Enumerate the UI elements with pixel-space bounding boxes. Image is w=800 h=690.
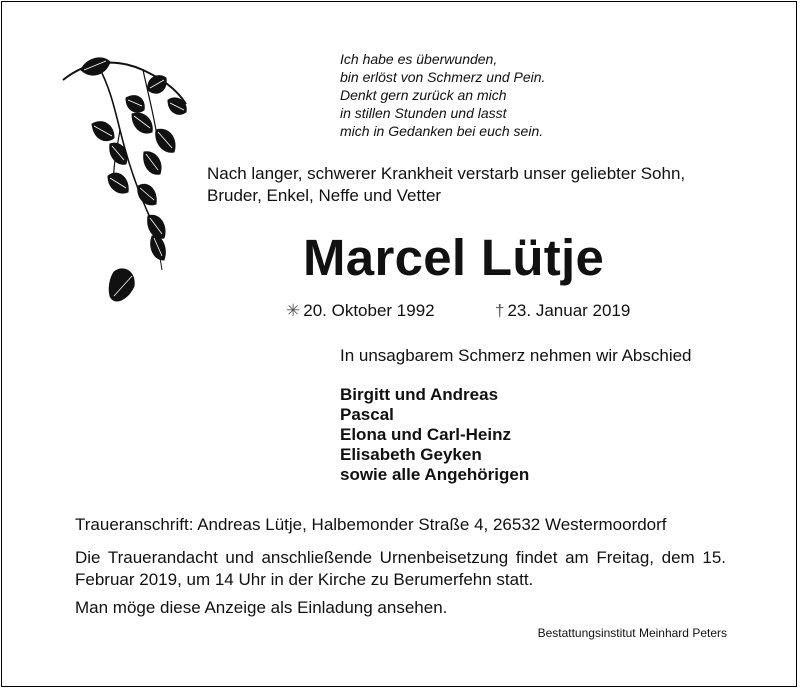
poem-line: mich in Gedanken bei euch sein. bbox=[340, 123, 544, 139]
birth-star-icon: ✳ bbox=[286, 301, 301, 320]
undertaker-credit: Bestattungsinstitut Meinhard Peters bbox=[537, 626, 727, 640]
death-date: 23. Januar 2019 bbox=[507, 301, 631, 320]
birch-branch-icon bbox=[48, 48, 198, 318]
poem-line: in stillen Stunden und lasst bbox=[340, 105, 507, 121]
service-info: Die Trauerandacht und anschließende Urnenbeisetzung findet am Freitag, dem 15. Februar 2019, um 14 Uhr in der Kirche zu Berumerfehn statt. bbox=[75, 548, 726, 589]
family-member: sowie alle Angehörigen bbox=[340, 465, 530, 484]
death-cross-icon: † bbox=[495, 301, 505, 320]
birth-date: 20. Oktober 1992 bbox=[303, 301, 435, 320]
death-date-line bbox=[495, 300, 630, 322]
mourning-address: Traueranschrift: Andreas Lütje, Halbemonder Straße 4, 26532 Westermoordorf bbox=[75, 515, 667, 534]
family-member: Pascal bbox=[340, 405, 394, 424]
poem-line: Ich habe es überwunden, bbox=[340, 51, 498, 67]
poem-line: bin erlöst von Schmerz und Pein. bbox=[340, 69, 546, 85]
intro-line: Nach langer, schwerer Krankheit verstarb unser geliebter Sohn, bbox=[207, 164, 686, 183]
family-member: Elisabeth Geyken bbox=[340, 445, 482, 464]
birth-date-line bbox=[286, 300, 435, 322]
deceased-name: Marcel Lütje bbox=[303, 229, 605, 286]
family-member: Elona und Carl-Heinz bbox=[340, 425, 511, 444]
intro-line: Bruder, Enkel, Neffe und Vetter bbox=[207, 186, 442, 205]
family-list bbox=[340, 385, 529, 485]
invitation-note: Man möge diese Anzeige als Einladung ansehen. bbox=[75, 598, 448, 617]
poem-line: Denkt gern zurück an mich bbox=[340, 87, 507, 103]
mourning-line: In unsagbarem Schmerz nehmen wir Abschied bbox=[340, 346, 692, 365]
intro-text bbox=[207, 163, 685, 207]
family-member: Birgitt und Andreas bbox=[340, 385, 499, 404]
poem bbox=[340, 50, 545, 140]
